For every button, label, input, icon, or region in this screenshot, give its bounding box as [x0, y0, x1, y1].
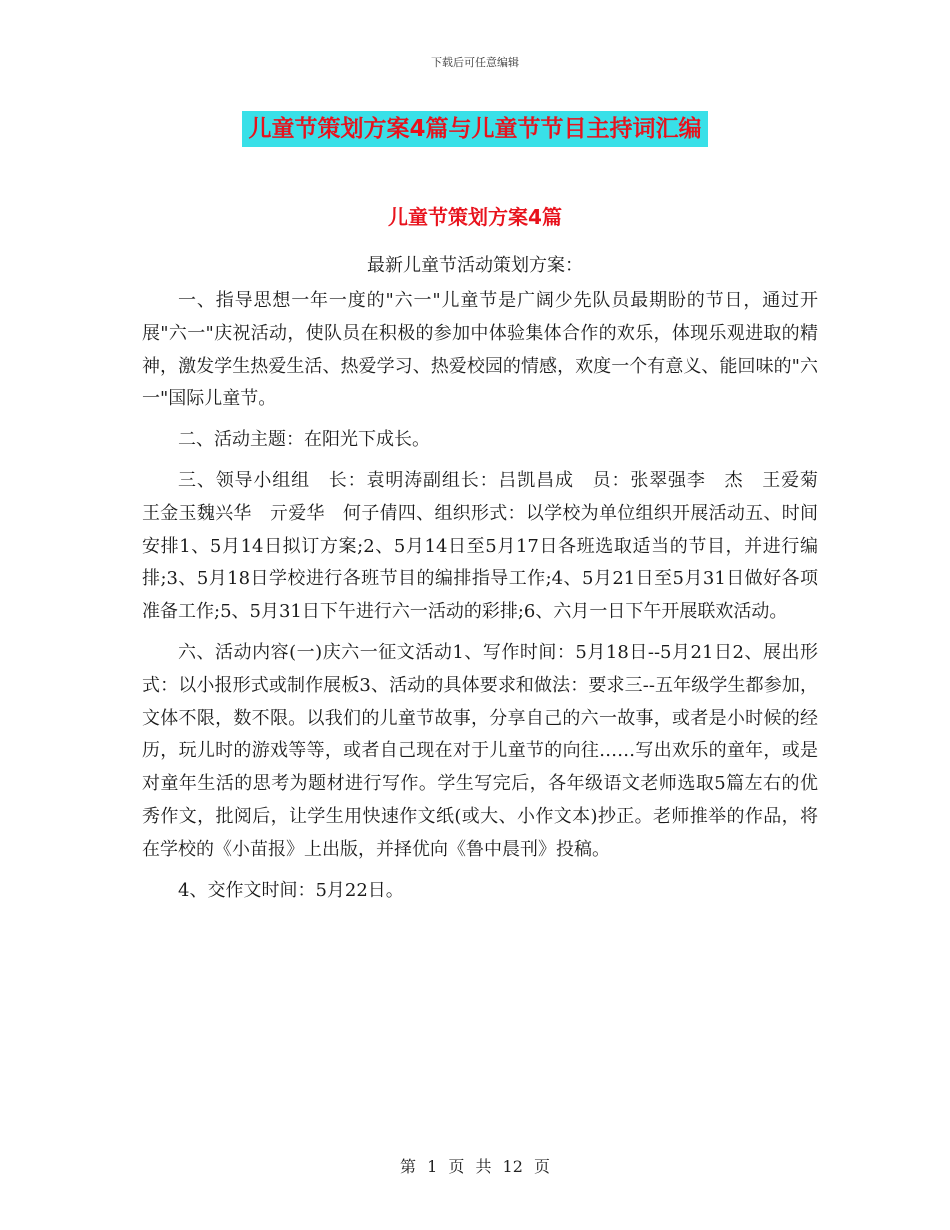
subheading: 最新儿童节活动策划方案： [367, 255, 583, 276]
paragraph-guiding-thought: 一、指导思想一年一度的"六一"儿童节是广阔少先队员最期盼的节日，通过开展"六一"庆祝活动，使队员在积极的参加中体验集体合作的欢乐，体现乐观进取的精神，激发学生热爱生活、热爱学习、热爱校园的情感，欢度一个有意义、能回味的"六一"国际儿童节。 [142, 290, 818, 410]
section-title: 儿童节策划方案4篇 [388, 205, 562, 229]
main-title: 儿童节策划方案4篇与儿童节节目主持词汇编 [242, 111, 707, 147]
page-footer: 第 1 页 共 12 页 [400, 1157, 550, 1176]
paragraph-activity-content: 六、活动内容(一)庆六一征文活动1、写作时间：5月18日--5月21日2、展出形式：以小报形式或制作展板3、活动的具体要求和做法：要求三--五年级学生都参加，文体不限，数不限。以我们的儿童节故事，分享自己的六一故事，或者是小时候的经历，玩儿时的游戏等等，或者自己现在对于儿童节的向往……写出欢乐的童年，或是对童年生活的思考为题材进行写作。学生写完后，各年级语文老师选取5篇左右的优秀作文，批阅后，让学生用快速作文纸(或大、小作文本)抄正。老师推举的作品，将在学校的《小苗报》上出版，并择优向《鲁中晨刊》投稿。 [142, 641, 818, 860]
paragraph-leadership-schedule: 三、领导小组组 长：袁明涛副组长：吕凯昌成 员：张翠强李 杰 王爱菊 王金玉魏兴华 亓爱华 何子倩四、组织形式：以学校为单位组织开展活动五、时间安排1、5月14日拟订方案;2、5月14日至5月17日各班选取适当的节目，并进行编排;3、5月18日学校进行各班节目的编排指导工作;4、5月21日至5月31日做好各项准备工作;5、5月31日下午进行六一活动的彩排;6、六月一日下午开展联欢活动。 [142, 469, 836, 623]
header-note: 下载后可任意编辑 [431, 56, 519, 69]
paragraph-theme: 二、活动主题：在阳光下成长。 [178, 429, 430, 451]
document-body [142, 285, 836, 907]
paragraph-submission-time: 4、交作文时间：5月22日。 [178, 879, 404, 901]
main-title-container [0, 111, 950, 147]
